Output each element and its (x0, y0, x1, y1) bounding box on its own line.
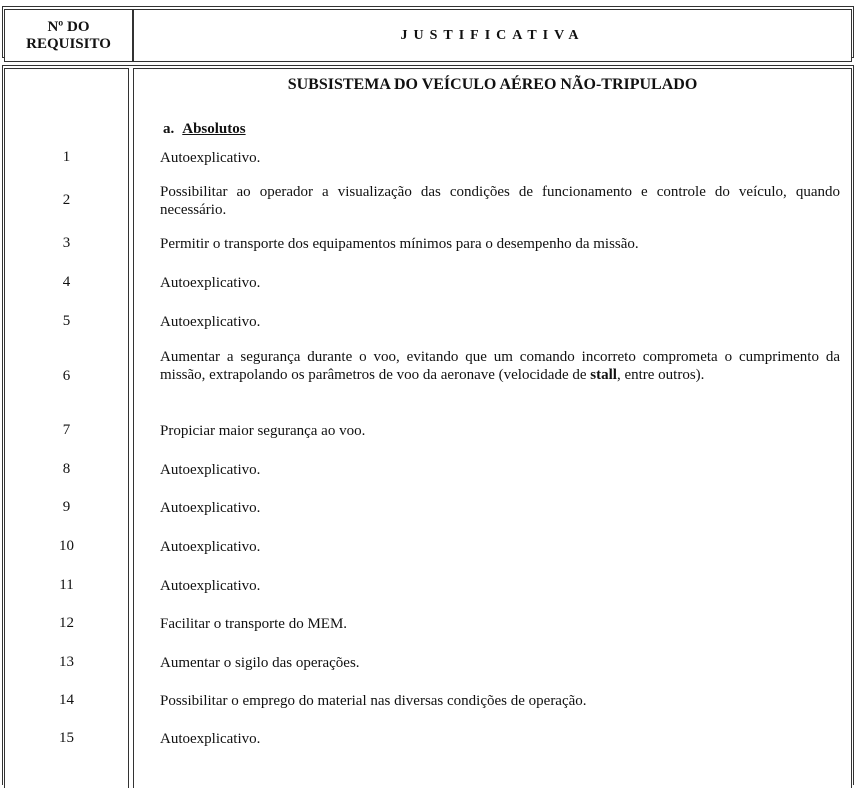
row-number: 3 (62, 235, 71, 251)
row-number: 14 (59, 692, 74, 708)
row-number: 6 (62, 368, 71, 384)
row-number: 11 (59, 577, 74, 593)
row-text-part: Aumentar a segurança durante o voo, evitando que um comando incorreto comprometa o cumprimento da missão, extrapolando os parâmetros de voo da aeronave (velocidade de (160, 349, 840, 383)
row-text: Permitir o transporte dos equipamentos mínimos para o desempenho da missão. (160, 236, 639, 252)
row-text: Autoexplicativo. (160, 314, 261, 330)
section-title: SUBSISTEMA DO VEÍCULO AÉREO NÃO-TRIPULADO (287, 76, 698, 93)
row-text: Facilitar o transporte do MEM. (160, 616, 348, 632)
row-text-part: , entre outros). (616, 367, 705, 383)
row-number: 9 (62, 499, 71, 515)
header-num-line1: Nº DO (47, 18, 90, 35)
row-text: Autoexplicativo. (160, 462, 261, 478)
row-text: Autoexplicativo. (160, 578, 261, 594)
row-text (160, 348, 840, 384)
header-justificativa-label: JUSTIFICATIVA (400, 27, 585, 43)
row-text: Autoexplicativo. (160, 539, 261, 555)
row-number: 15 (59, 730, 74, 746)
row-number: 12 (59, 615, 74, 631)
row-text: Possibilitar o emprego do material nas diversas condições de operação. (160, 693, 587, 709)
row-number: 13 (59, 654, 74, 670)
row-text: Autoexplicativo. (160, 275, 261, 291)
row-number: 2 (62, 192, 71, 208)
row-number: 7 (62, 422, 71, 438)
header-num-line2: REQUISITO (26, 35, 111, 52)
header-requisito-cell (4, 9, 133, 62)
row-text-bold: stall (590, 367, 617, 383)
row-text: Aumentar o sigilo das operações. (160, 655, 360, 671)
row-text: Possibilitar ao operador a visualização das condições de funcionamento e controle do veículo, quando necessário. (160, 184, 840, 218)
row-number: 4 (62, 274, 71, 290)
subsection-heading (163, 121, 246, 138)
row-text: Autoexplicativo. (160, 150, 261, 166)
row-text: Autoexplicativo. (160, 731, 261, 747)
row-number: 8 (62, 461, 71, 477)
subsection-letter: a. (163, 121, 175, 137)
header-justificativa-cell (133, 9, 852, 62)
subsection-label: Absolutos (182, 121, 246, 137)
row-number: 1 (62, 149, 71, 165)
row-number: 5 (62, 313, 71, 329)
row-text: Propiciar maior segurança ao voo. (160, 423, 366, 439)
row-text: Autoexplicativo. (160, 500, 261, 516)
row-number: 10 (59, 538, 74, 554)
